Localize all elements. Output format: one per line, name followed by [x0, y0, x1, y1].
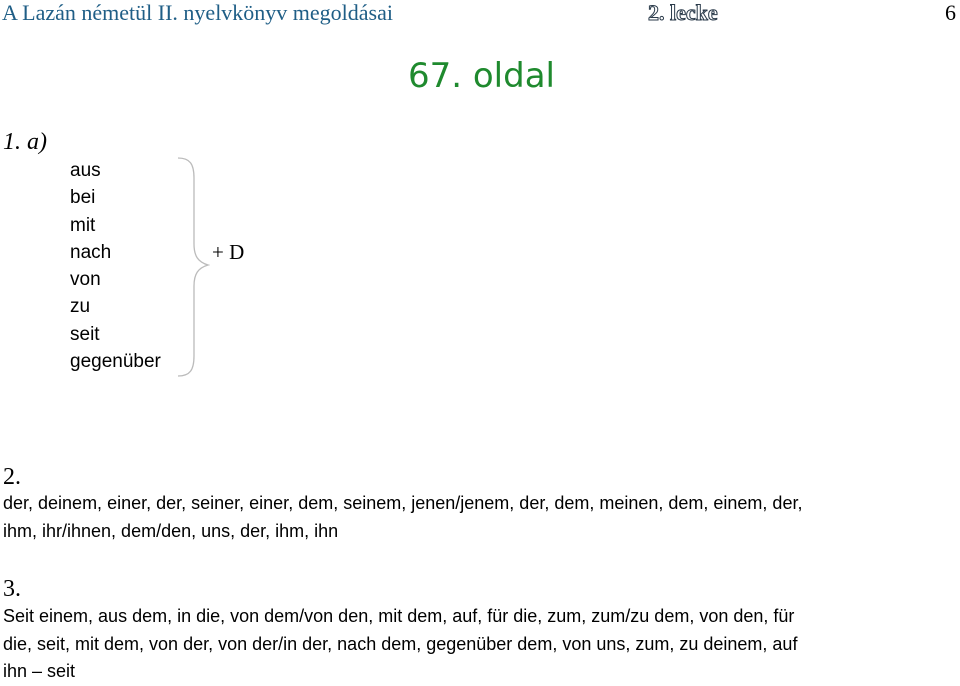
page-number: 6 — [945, 0, 956, 25]
exercise-3-label: 3. — [3, 576, 21, 602]
case-label: + D — [212, 240, 245, 264]
preposition-list — [70, 157, 161, 375]
preposition-item: von — [70, 269, 101, 291]
preposition-item: bei — [70, 187, 96, 209]
book-title: A Lazán németül II. nyelvkönyv megoldásai — [2, 0, 393, 25]
lesson-label: 2. lecke — [648, 0, 718, 25]
preposition-item: gegenüber — [70, 351, 161, 373]
exercise-2-answer-line: ihm, ihr/ihnen, dem/den, uns, der, ihm, ihn — [3, 521, 339, 541]
preposition-item: nach — [70, 241, 112, 263]
preposition-item: aus — [70, 160, 101, 181]
preposition-item: mit — [70, 214, 96, 236]
page-header — [0, 0, 960, 28]
exercise-2-label: 2. — [3, 464, 21, 490]
preposition-item: seit — [70, 323, 100, 345]
preposition-item: zu — [70, 296, 91, 318]
curly-brace-icon — [176, 156, 210, 378]
exercise-3-answer-line: die, seit, mit dem, von der, von der/in der, nach dem, gegenüber dem, von uns, zum, zu deinem, auf — [3, 634, 798, 654]
page-heading: 67. oldal — [408, 56, 555, 96]
exercise-1-label: 1. a) — [3, 129, 47, 155]
exercise-3-answer-line: ihn – seit — [3, 661, 76, 681]
exercise-3-answer-line: Seit einem, aus dem, in die, von dem/von den, mit dem, auf, für die, zum, zum/zu dem, von den, für — [3, 606, 795, 626]
exercise-2-answer-line: der, deinem, einer, der, seiner, einer, dem, seinem, jenen/jenem, der, dem, meinen, dem, einem, der, — [3, 493, 803, 513]
